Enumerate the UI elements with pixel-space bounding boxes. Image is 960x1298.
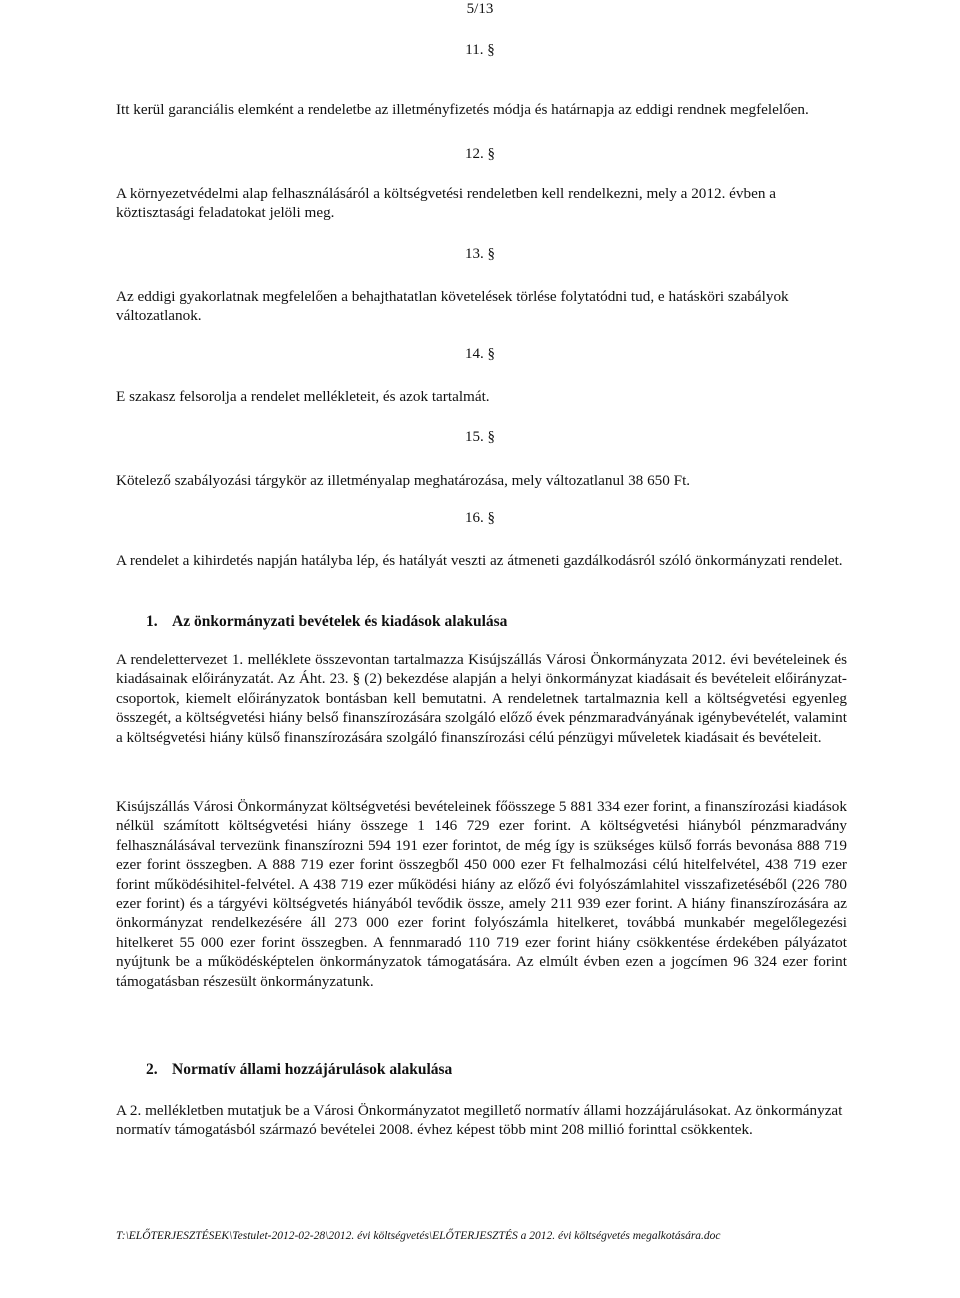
section-14-text: E szakasz felsorolja a rendelet mellékleteit, és azok tartalmát. bbox=[116, 388, 490, 405]
chapter-1-paragraph-1: A rendelettervezet 1. melléklete összevontan tartalmazza Kisújszállás Városi Önkormányzata 2012. évi bevételeinek és kiadásainak előirányzatát. Az Áht. 23. § (2) bekezdése alapján a helyi önkormányzat kiadásait és bevételeit előirányzat-csoportok, kiemelt előirányzatok bontásban kell bemutatni. A rendeletnek tartalmaznia kell a költségvetési egyenleg összegét, a költségvetési hiány belső finanszírozására szolgáló előző évek pénzmaradványának igénybevételét, valamint a költségvetési hiány külső finanszírozására szolgáló finanszírozási célú pénzügyi műveletek kiadásait és bevételeit. bbox=[116, 651, 847, 746]
section-13-label: 13. § bbox=[465, 246, 495, 262]
chapter-1-title: Az önkormányzati bevételek és kiadások alakulása bbox=[172, 613, 508, 630]
chapter-2-heading bbox=[146, 1060, 452, 1080]
section-11-label: 11. § bbox=[465, 42, 495, 58]
section-15-text: Kötelező szabályozási tárgykör az illetményalap meghatározása, mely változatlanul 38 650 Ft. bbox=[116, 472, 691, 489]
section-16-label: 16. § bbox=[465, 510, 495, 526]
section-12-text: A környezetvédelmi alap felhasználásáról a költségvetési rendeletben kell rendelkezni, mely a 2012. évben a köztisztasági feladatokat jelöli meg. bbox=[116, 185, 776, 222]
section-15-label: 15. § bbox=[465, 429, 495, 445]
chapter-2-paragraph-1: A 2. mellékletben mutatjuk be a Városi Önkormányzatot megillető normatív állami hozzájárulásokat. Az önkormányzat normatív támogatásból származó bevételei 2008. évhez képest több mint 208 millió forinttal csökkentek. bbox=[116, 1102, 843, 1139]
section-14-label: 14. § bbox=[465, 346, 495, 362]
section-16-text: A rendelet a kihirdetés napján hatályba lép, és hatályát veszti az átmeneti gazdálkodásról szóló önkormányzati rendelet. bbox=[116, 552, 843, 569]
chapter-1-paragraph-2: Kisújszállás Városi Önkormányzat költségvetési bevételeinek főösszege 5 881 334 ezer forint, a finanszírozási kiadások nélkül számított költségvetési hiány összege 1 146 729 ezer forint. A költségvetési hiányból pénzmaradvány felhasználásával tervezünk finanszírozni 594 191 ezer forintot, de még így is szükséges külső forrás bevonása 888 719 ezer forint összegben. A 888 719 ezer forint összegből 450 000 ezer Ft felhalmozási célú hitelfelvétel, 438 719 ezer forint működésihitel-felvétel. A 438 719 ezer működési hiány az előző évi folyószámlahitel visszafizetéséből (226 780 ezer forint) és a tárgyévi költségvetés hiányából tevődik össze, amely 211 939 ezer forint. A hiány finanszírozására az önkormányzat rendelkezésére áll 273 000 ezer forint folyószámla hitelkeret, továbbá munkabér megelőlegezési hitelkeret 55 000 ezer forint összegben. A fennmaradó 110 719 ezer forint hiány csökkentése érdekében pályázatot nyújtunk be a működésképtelen önkormányzatok támogatására. Az elmúlt évben ezen a jogcímen 96 324 ezer forint támogatásban részesült önkormányzatunk. bbox=[116, 798, 847, 990]
chapter-2-title: Normatív állami hozzájárulások alakulása bbox=[172, 1061, 453, 1078]
chapter-2-number: 2. bbox=[146, 1061, 158, 1078]
page-number: 5/13 bbox=[466, 1, 494, 17]
footer-file-path: T:\ELŐTERJESZTÉSEK\Testulet-2012-02-28\2012. évi költségvetés\ELŐTERJESZTÉS a 2012. évi költségvetés megalkotására.doc bbox=[116, 1230, 721, 1242]
section-12-label: 12. § bbox=[465, 146, 495, 162]
chapter-1-heading bbox=[146, 612, 507, 632]
section-13-text: Az eddigi gyakorlatnak megfelelően a behajthatatlan követelések törlése folytatódni tud, e hatásköri szabályok változatlanok. bbox=[116, 288, 789, 325]
section-11-text: Itt kerül garanciális elemként a rendeletbe az illetményfizetés módja és határnapja az eddigi rendnek megfelelően. bbox=[116, 101, 809, 118]
chapter-1-number: 1. bbox=[146, 613, 158, 630]
